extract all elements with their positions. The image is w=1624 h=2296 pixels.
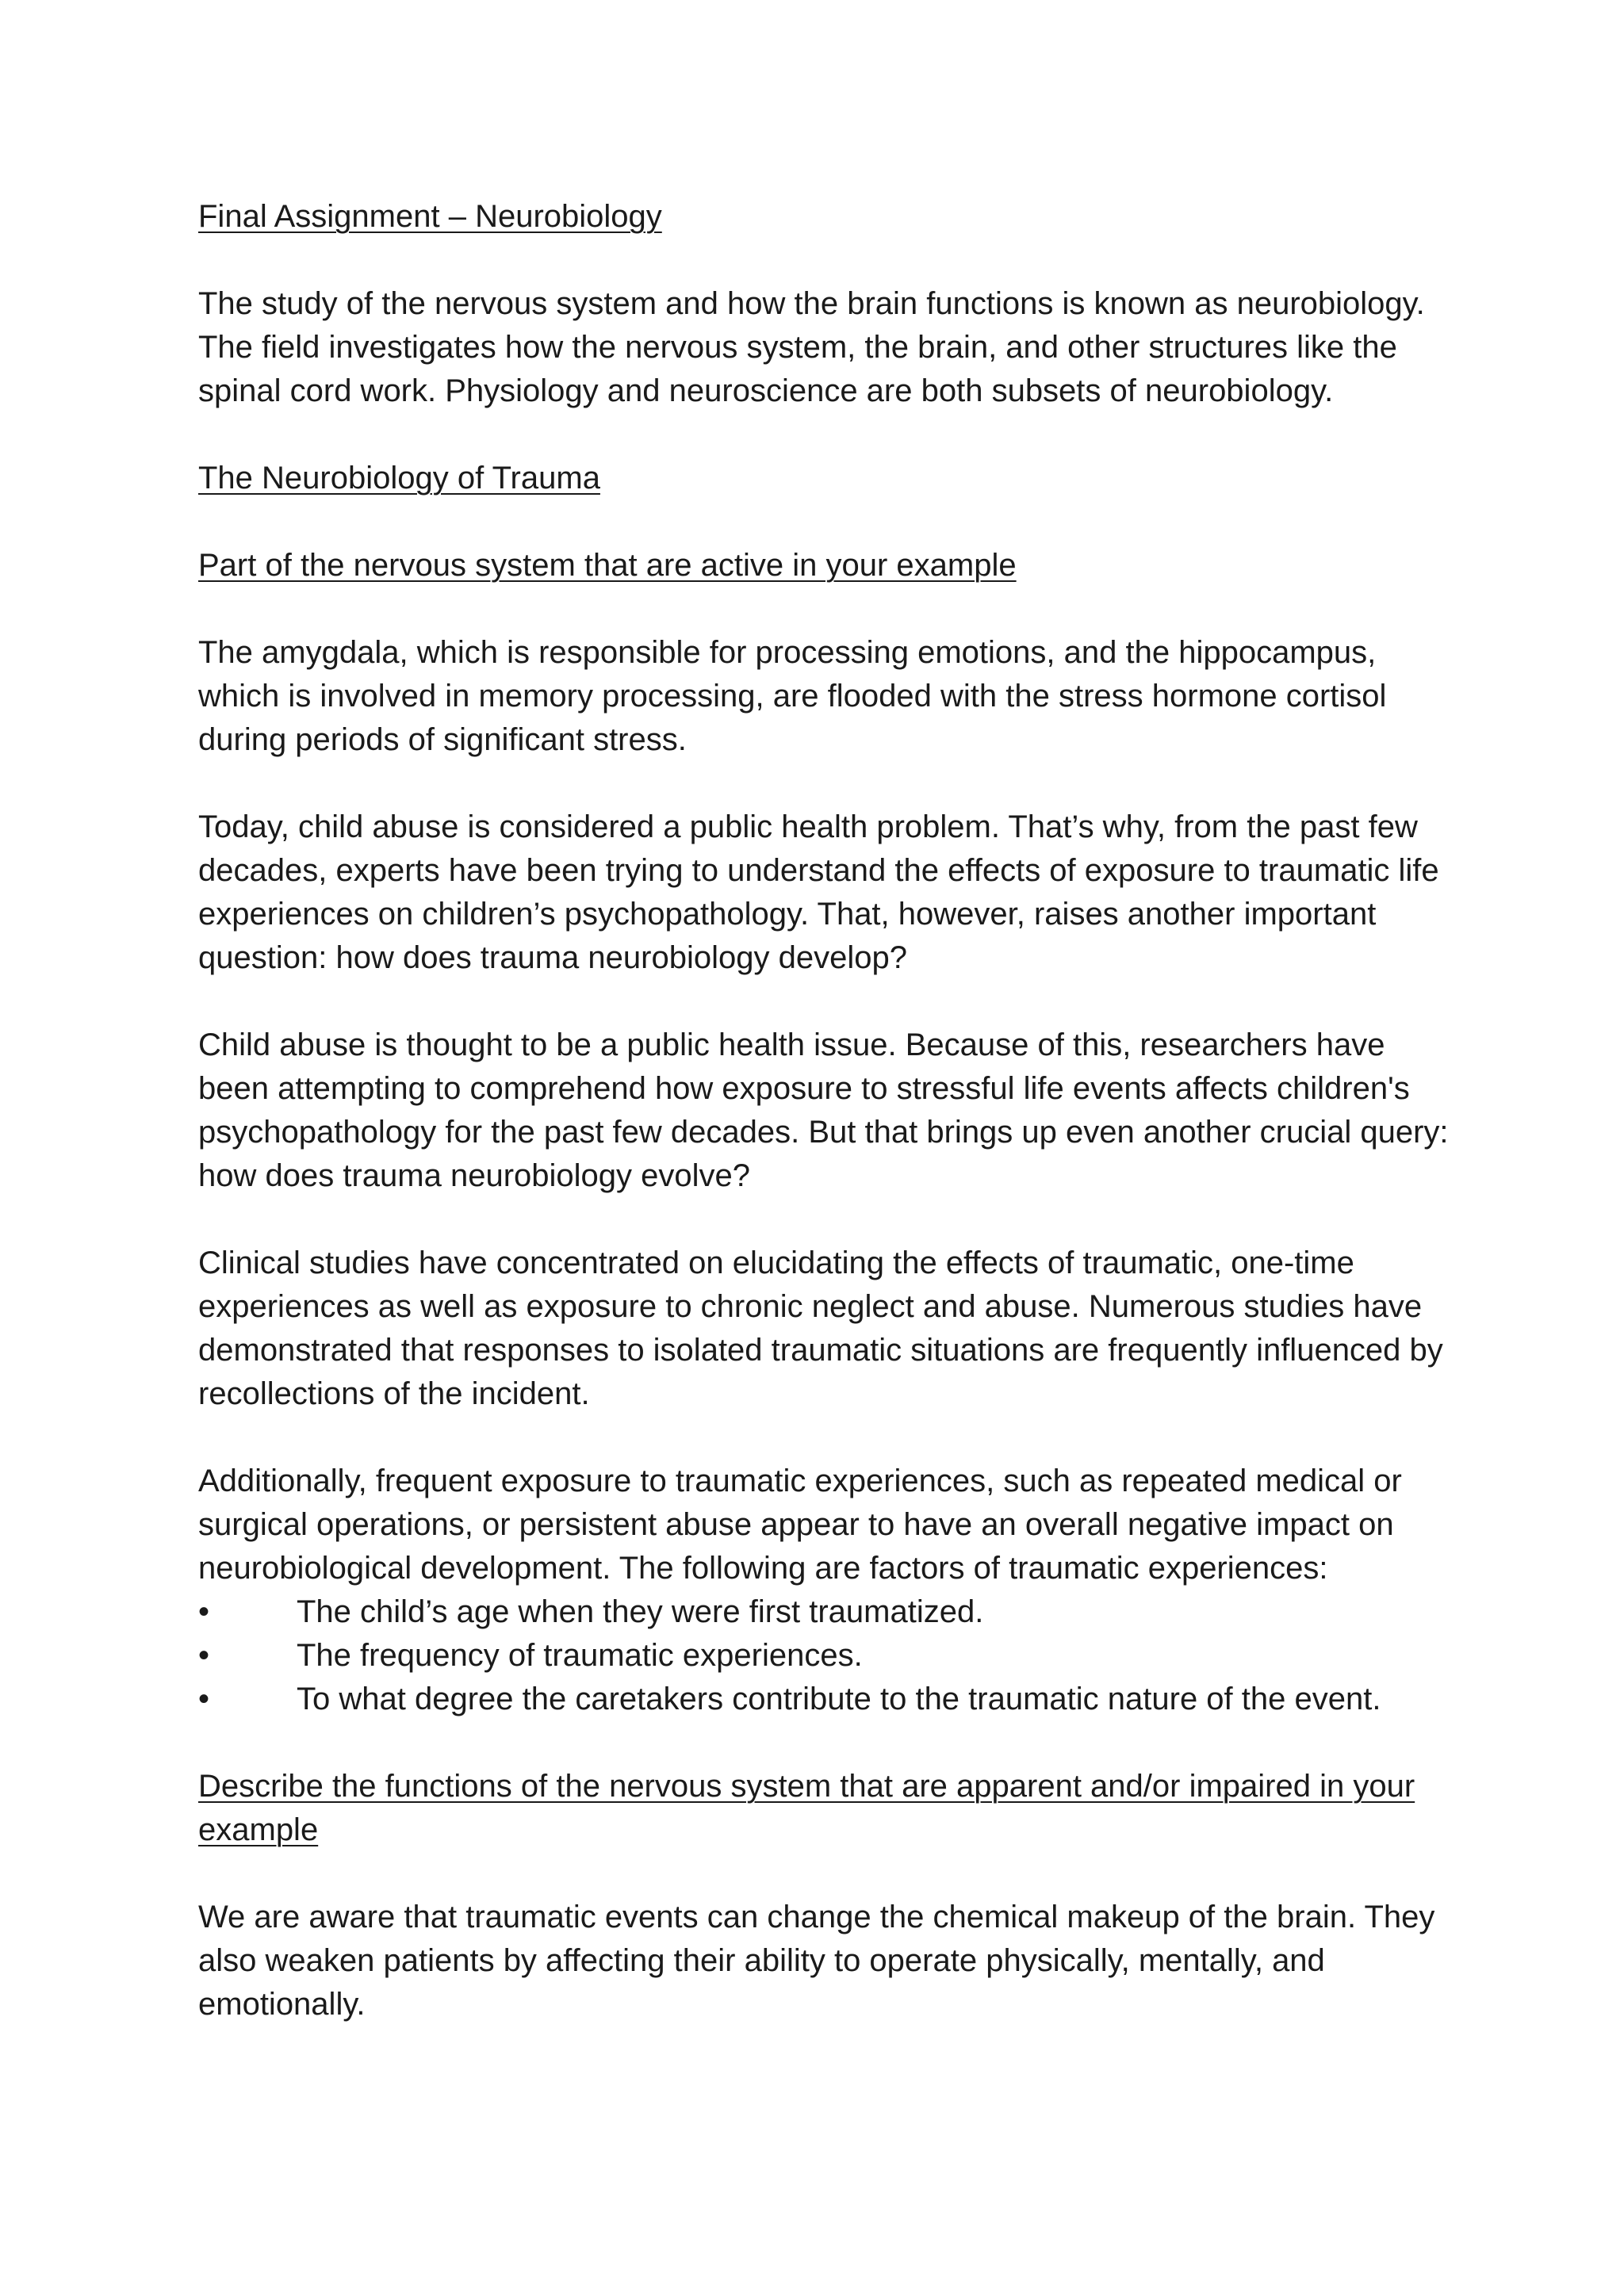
list-item-text: To what degree the caretakers contribute to the traumatic nature of the event. — [297, 1682, 1381, 1716]
spacer — [198, 239, 1451, 282]
factors-list — [198, 1590, 1451, 1721]
list-item-text: The frequency of traumatic experiences. — [297, 1638, 863, 1673]
list-item-text: The child’s age when they were first traumatized. — [297, 1594, 984, 1629]
paragraph-clinical-studies: Clinical studies have concentrated on elucidating the effects of traumatic, one-time experiences as well as exposure to chronic neglect and abuse. Numerous studies have demonstrated that responses to isolated traumatic situations are frequently influenced by recollections of the incident. — [198, 1246, 1443, 1411]
spacer — [198, 1721, 1451, 1765]
spacer — [198, 1416, 1451, 1460]
bullet-icon: • — [198, 1682, 210, 1716]
list-item — [198, 1678, 1451, 1721]
spacer — [198, 587, 1451, 631]
paragraph-functions: We are aware that traumatic events can change the chemical makeup of the brain. They also weaken patients by affecting their ability to operate physically, mentally, and emotionally. — [198, 1900, 1435, 2022]
paragraph-frequent-exposure: Additionally, frequent exposure to traumatic experiences, such as repeated medical or surgical operations, or persistent abuse appear to have an overall negative impact on neurobiological development. The following are factors of traumatic experiences: — [198, 1464, 1402, 1586]
intro-paragraph: The study of the nervous system and how the brain functions is known as neurobiology. The field investigates how the nervous system, the brain, and other structures like the spinal cord work. Physiology and neuroscience are both subsets of neurobiology. — [198, 286, 1425, 408]
bullet-icon: • — [198, 1594, 210, 1629]
paragraph-amygdala: The amygdala, which is responsible for processing emotions, and the hippocampus, which is involved in memory processing, are flooded with the stress hormone cortisol during periods of significant stress. — [198, 635, 1387, 757]
spacer — [198, 980, 1451, 1024]
bullet-icon: • — [198, 1638, 210, 1673]
list-item — [198, 1590, 1451, 1634]
spacer — [198, 500, 1451, 544]
spacer — [198, 413, 1451, 457]
spacer — [198, 1198, 1451, 1242]
document-page — [198, 195, 1451, 2026]
spacer — [198, 762, 1451, 806]
list-item — [198, 1634, 1451, 1678]
section-heading-functions: Describe the functions of the nervous system that are apparent and/or impaired in your example — [198, 1769, 1415, 1847]
document-title: Final Assignment – Neurobiology — [198, 199, 662, 234]
paragraph-child-abuse-issue: Child abuse is thought to be a public health issue. Because of this, researchers have been attempting to comprehend how exposure to stressful life events affects children's psychopathology for the past few decades. But that brings up even another crucial query: how does trauma neurobiology evolve? — [198, 1027, 1449, 1193]
paragraph-child-abuse-problem: Today, child abuse is considered a public health problem. That’s why, from the past few decades, experts have been trying to understand the effects of exposure to traumatic life experiences on children’s psychopathology. That, however, raises another important question: how does trauma neurobiology develop? — [198, 809, 1439, 975]
spacer — [198, 1852, 1451, 1896]
section-heading-parts: Part of the nervous system that are active in your example — [198, 548, 1017, 583]
section-heading-trauma: The Neurobiology of Trauma — [198, 461, 600, 496]
